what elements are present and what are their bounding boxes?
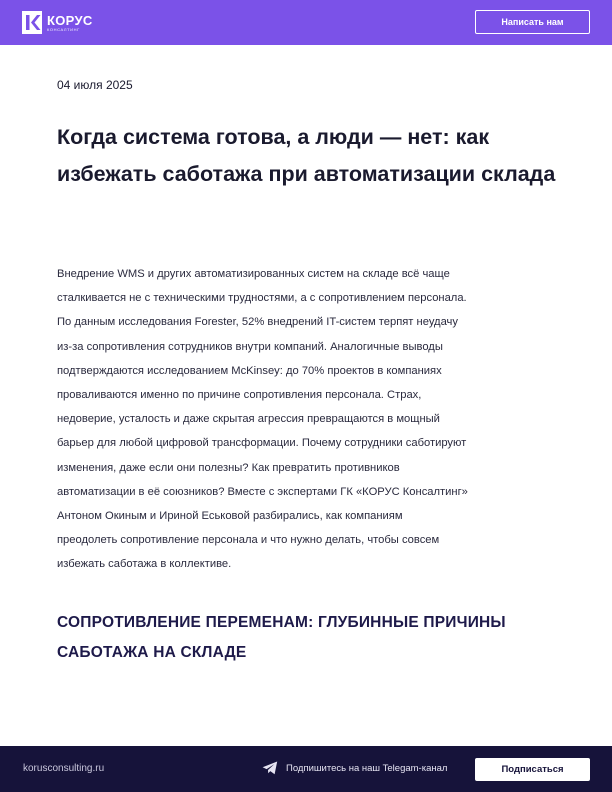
body-line: проваливаются именно по причине сопротивления персонала. Страх,	[57, 389, 422, 402]
body-line: избежать саботажа в коллективе.	[57, 558, 232, 571]
body-line: преодолеть сопротивление персонала и что нужно делать, чтобы совсем	[57, 534, 440, 547]
body-line: сталкивается не с техническими трудностями, а с сопротивлением персонала.	[57, 292, 467, 305]
bottom-footer	[0, 746, 612, 792]
subscribe-button[interactable]: Подписаться	[475, 758, 590, 781]
body-line: Антоном Окиным и Ириной Еськовой разбирались, как компаниям	[57, 510, 403, 523]
body-line: изменения, даже если они полезны? Как превратить противников	[57, 461, 400, 474]
telegram-promo[interactable]	[262, 761, 447, 775]
section-heading: СОПРОТИВЛЕНИЕ ПЕРЕМЕНАМ: ГЛУБИННЫЕ ПРИЧИНЫ САБОТАЖА НА СКЛАДЕ	[57, 614, 506, 661]
article-date: 04 июля 2025	[57, 78, 133, 92]
telegram-text: Подпишитесь на наш Telegam-канал	[286, 762, 448, 774]
body-line: Внедрение WMS и других автоматизированных систем на складе всё чаще	[57, 268, 450, 280]
body-line: барьер для любой цифровой трансформации. Почему сотрудники саботируют	[57, 437, 467, 450]
body-line: из-за сопротивления сотрудников внутри компаний. Аналогичные выводы	[57, 340, 443, 353]
top-header	[0, 0, 612, 45]
logo-subtitle: КОНСАЛТИНГ	[47, 26, 80, 32]
korus-logo-icon	[22, 11, 42, 34]
body-line: подтверждаются исследованием McKinsey: до 70% проектов в компаниях	[57, 364, 442, 377]
body-line: По данным исследования Forester, 52% внедрений IT-систем терпят неудачу	[57, 316, 458, 329]
article-body	[57, 262, 563, 577]
body-line: автоматизации в её союзников? Вместе с экспертами ГК «КОРУС Консалтинг»	[57, 485, 468, 498]
article-title: Когда система готова, а люди — нет: как избежать саботажа при автоматизации склада	[57, 125, 556, 186]
site-link[interactable]: korusconsulting.ru	[23, 763, 105, 774]
telegram-icon	[262, 761, 278, 775]
logo-name: КОРУС	[47, 12, 93, 28]
contact-us-button[interactable]: Написать нам	[475, 10, 590, 34]
korus-logo[interactable]	[22, 11, 93, 34]
body-line: недоверие, усталость и даже скрытая агрессия превращаются в мощный	[57, 413, 440, 426]
